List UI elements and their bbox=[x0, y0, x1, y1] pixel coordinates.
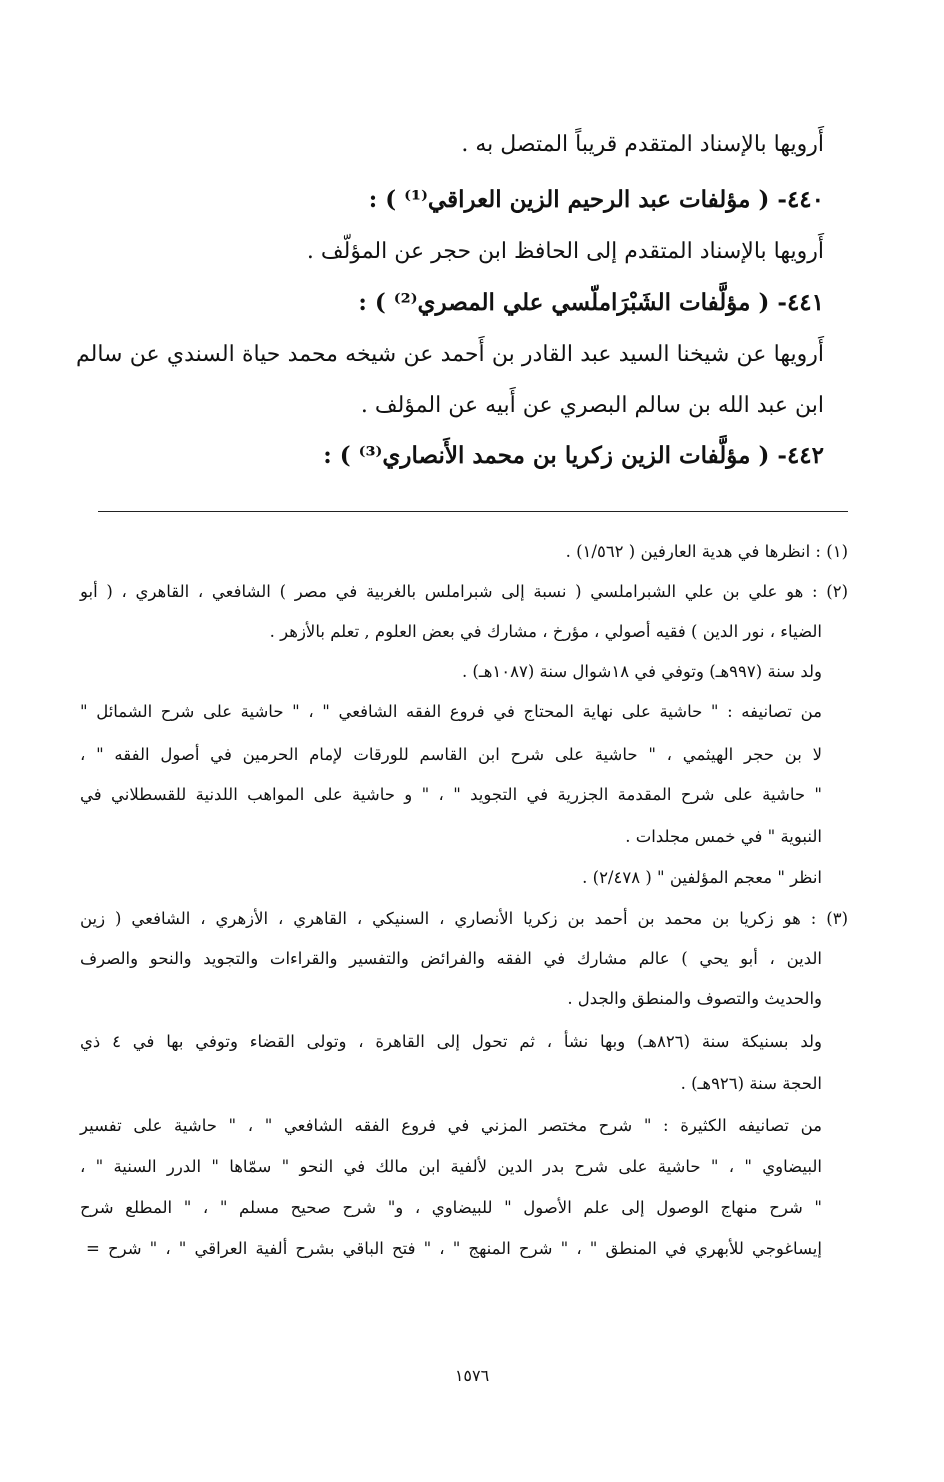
footnote-1: (١) : انظرها في هدية العارفين ( ١/٥٦٢) . bbox=[565, 542, 848, 561]
section-heading-441: ٤٤١- ( مؤلَّفات الشَبْرَاملّسي علي المصري⁽²⁾ ) : bbox=[358, 289, 824, 316]
footnote-line: البيضاوي " ، " حاشية على شرح بدر الدين لألفية ابن مالك في النحو " سمّاها " الدرر السنية " ، bbox=[80, 1157, 822, 1176]
footnote-line: النبوية " في خمس مجلدات . bbox=[625, 827, 822, 846]
footnote-line: الدين ، أبو يحي ) عالم مشارك في الفقه والفرائض والتفسير والقراءات والتجويد والنحو والصرف bbox=[80, 949, 822, 968]
footnote-line: من تصانيفه : " حاشية على نهاية المحتاج في فروع الفقه الشافعي " ، " حاشية على شرح الشمائل " bbox=[80, 702, 822, 721]
footnote-line: الضياء ، نور الدين ) فقيه أصولي ، مؤرخ ، مشارك في بعض العلوم , تعلم بالأزهر . bbox=[269, 622, 822, 641]
footnote-line: " شرح منهاج الوصول إلى علم الأصول " للبيضاوي ، و" شرح صحيح مسلم " ، " المطلع شرح bbox=[80, 1198, 822, 1217]
footnote-3: (٣) : هو زكريا بن محمد بن أحمد بن زكريا الأنصاري ، السنيكي ، القاهري ، الأزهري ، الشافعي ( زين bbox=[80, 909, 848, 928]
footnote-line: ولد سنة (٩٩٧هـ) وتوفي في ١٨شوال سنة (١٠٨٧هـ) . bbox=[461, 662, 822, 681]
footnote-line: لا بن حجر الهيثمي ، " حاشية على شرح ابن القاسم للورقات لإمام الحرمين في أصول الفقه " ، bbox=[80, 745, 822, 764]
main-text-line: ابن عبد الله بن سالم البصري عن أَبيه عن المؤلف . bbox=[360, 393, 824, 418]
footnote-line: من تصانيفه الكثيرة : " شرح مختصر المزني في فروع الفقه الشافعي " ، " حاشية على تفسير bbox=[80, 1116, 822, 1135]
page-number: ١٥٧٦ bbox=[454, 1366, 490, 1385]
footnote-line: الحجة سنة (٩٢٦هـ) . bbox=[680, 1074, 822, 1093]
section-heading-442: ٤٤٢- ( مؤلَّفات الزين زكريا بن محمد الأَنصاري⁽³⁾ ) : bbox=[323, 442, 824, 469]
main-text-line: أَرويها بالإسناد المتقدم قريباً المتصل به . bbox=[461, 132, 824, 157]
footnote-separator bbox=[98, 511, 848, 512]
footnote-line: ولد بسنيكة سنة (٨٢٦هـ) وبها نشأ ، ثم تحول إلى القاهرة ، وتولى القضاء وتوفي بها في ٤ ذي bbox=[80, 1032, 822, 1051]
footnote-line: والحديث والتصوف والمنطق والجدل . bbox=[567, 989, 822, 1008]
footnote-line: انظر " معجم المؤلفين " ( ٢/٤٧٨) . bbox=[582, 868, 822, 887]
main-text-line: أَرويها عن شيخنا السيد عبد القادر بن أَحمد عن شيخه محمد حياة السندي عن سالم bbox=[76, 342, 824, 367]
footnote-line: إيساغوجي للأبهري في المنطق " ، " شرح المنهج " ، " فتح الباقي بشرح ألفية العراقي " ، " شرح = bbox=[86, 1239, 822, 1258]
footnote-2: (٢) : هو علي بن علي الشبراملسي ( نسبة إلى شبراملس بالغربية في مصر ) الشافعي ، القاهري ، ( أبو bbox=[80, 582, 848, 601]
main-text-line: أَرويها بالإسناد المتقدم إلى الحافظ ابن حجر عن المؤلّف . bbox=[306, 239, 824, 264]
section-heading-440: ٤٤٠- ( مؤلفات عبد الرحيم الزين العراقي⁽¹⁾ ) : bbox=[368, 186, 824, 213]
footnote-line: " حاشية على شرح المقدمة الجزرية في التجويد " ، " و حاشية على المواهب اللدنية للقسطلاني في bbox=[80, 785, 822, 804]
